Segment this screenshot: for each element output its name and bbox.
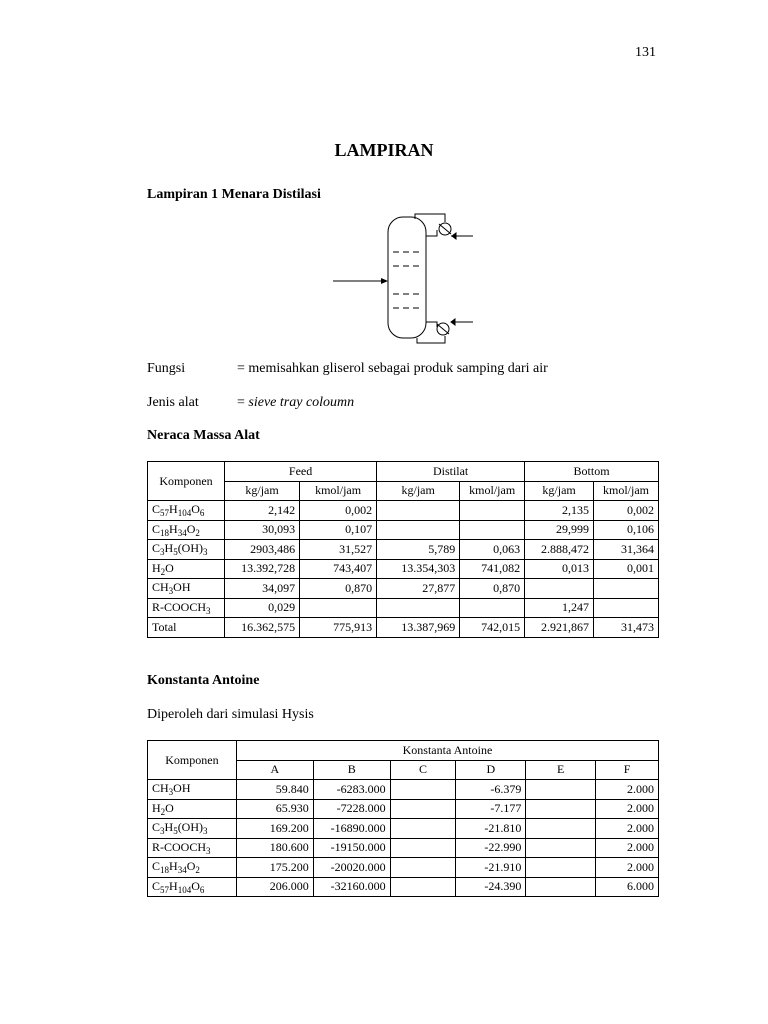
antoine-heading: Konstanta Antoine: [147, 673, 260, 688]
constant-header: A: [236, 760, 313, 780]
component-header: Komponen: [148, 741, 237, 780]
value-cell: [460, 520, 525, 540]
formula-subscript: 18: [160, 527, 170, 538]
formula-subscript: 2: [195, 865, 200, 876]
constant-header: B: [313, 760, 390, 780]
value-cell: [460, 501, 525, 521]
formula-subscript: 2: [160, 806, 166, 817]
value-cell: [594, 598, 659, 618]
group-header-feed: Feed: [225, 462, 377, 482]
value-cell: 2.921,867: [525, 618, 594, 638]
value-cell: [390, 838, 456, 858]
value-cell: 0,029: [225, 598, 300, 618]
formula-part: CH: [152, 781, 169, 796]
formula-part: H: [169, 878, 178, 893]
value-cell: 0,002: [594, 501, 659, 521]
table-row: [148, 838, 659, 858]
value-cell: 0,013: [525, 559, 594, 579]
formula-part: H: [152, 800, 161, 815]
reboiler-return-line: [426, 322, 437, 327]
formula-subscript: 57: [160, 884, 170, 895]
formula-subscript: 3: [160, 826, 165, 837]
value-cell: [594, 579, 659, 599]
value-cell: 5,789: [377, 540, 460, 560]
value-cell: [390, 819, 456, 839]
feed-arrow-icon: [381, 278, 388, 284]
formula-part: H: [164, 820, 174, 835]
formula-subscript: 3: [206, 605, 211, 616]
formula-subscript: 3: [206, 845, 211, 856]
formula-part: OH: [173, 580, 191, 595]
formula-part: (OH): [177, 820, 204, 835]
value-cell: [526, 858, 596, 878]
formula-subscript: 2: [195, 527, 200, 538]
formula-subscript: 18: [160, 865, 170, 876]
value-cell: -7.177: [456, 799, 526, 819]
formula-subscript: 3: [203, 826, 208, 837]
table-row: [148, 579, 659, 599]
value-cell: 0,870: [460, 579, 525, 599]
component-name: [148, 579, 225, 599]
formula-subscript: 5: [173, 826, 178, 837]
constant-header: C: [390, 760, 456, 780]
constant-header: F: [596, 760, 659, 780]
value-cell: 13.387,969: [377, 618, 460, 638]
mass-balance-table: [147, 461, 659, 638]
formula-part: C: [152, 521, 161, 536]
formula-part: O: [165, 800, 174, 815]
value-cell: 2.000: [596, 858, 659, 878]
fungsi-value: = memisahkan gliserol sebagai produk samping dari air: [237, 361, 548, 376]
value-cell: [390, 877, 456, 897]
value-cell: [525, 579, 594, 599]
formula-part: O: [191, 878, 200, 893]
unit-header: kg/jam: [525, 481, 594, 501]
reflux-line: [426, 230, 437, 236]
unit-header: kg/jam: [225, 481, 300, 501]
table-row: [148, 618, 659, 638]
distillation-column-diagram: [325, 210, 485, 345]
reboiler-icon: [437, 319, 455, 335]
value-cell: -24.390: [456, 877, 526, 897]
value-cell: 742,015: [460, 618, 525, 638]
value-cell: 2.000: [596, 799, 659, 819]
value-cell: 65.930: [236, 799, 313, 819]
component-name: [148, 618, 225, 638]
value-cell: [460, 598, 525, 618]
column-shell: [388, 217, 426, 338]
component-name: [148, 858, 237, 878]
jenis-alat-prefix: =: [237, 395, 249, 410]
bottoms-loop-line: [417, 336, 445, 343]
value-cell: 0,063: [460, 540, 525, 560]
formula-subscript: 104: [177, 508, 192, 519]
value-cell: [390, 858, 456, 878]
mass-balance-heading: Neraca Massa Alat: [147, 428, 260, 443]
formula-part: C: [152, 541, 161, 556]
table-row: [148, 799, 659, 819]
formula-part: O: [186, 859, 196, 874]
formula-part: C: [152, 859, 161, 874]
table-row: [148, 598, 659, 618]
value-cell: [526, 838, 596, 858]
component-name: [148, 598, 225, 618]
formula-part: O: [165, 560, 174, 575]
jenis-alat-value: sieve tray coloumn: [248, 395, 355, 410]
value-cell: 16.362,575: [225, 618, 300, 638]
value-cell: 0,870: [300, 579, 377, 599]
value-cell: -16890.000: [313, 819, 390, 839]
value-cell: 31,473: [594, 618, 659, 638]
unit-header: kg/jam: [377, 481, 460, 501]
formula-part: C: [152, 820, 161, 835]
table-row: [148, 877, 659, 897]
value-cell: 743,407: [300, 559, 377, 579]
value-cell: -6.379: [456, 780, 526, 800]
formula-subscript: 6: [199, 884, 205, 895]
formula-part: H: [169, 502, 178, 517]
value-cell: -21.910: [456, 858, 526, 878]
value-cell: 0,106: [594, 520, 659, 540]
formula-subscript: 5: [173, 547, 178, 558]
value-cell: 2903,486: [225, 540, 300, 560]
formula-part: R-COOCH: [152, 839, 207, 854]
value-cell: [526, 819, 596, 839]
value-cell: [377, 520, 460, 540]
table-row: [148, 559, 659, 579]
value-cell: 6.000: [596, 877, 659, 897]
value-cell: 30,093: [225, 520, 300, 540]
table-row: [148, 819, 659, 839]
value-cell: 2.888,472: [525, 540, 594, 560]
formula-subscript: 34: [177, 527, 187, 538]
value-cell: [390, 780, 456, 800]
formula-part: C: [152, 878, 161, 893]
component-name: [148, 520, 225, 540]
formula-subscript: 57: [160, 508, 170, 519]
formula-part: CH: [152, 580, 169, 595]
constant-header: D: [456, 760, 526, 780]
value-cell: 741,082: [460, 559, 525, 579]
formula-subscript: 3: [168, 787, 174, 798]
group-header-distilat: Distilat: [377, 462, 525, 482]
formula-part: C: [152, 502, 161, 517]
value-cell: -22.990: [456, 838, 526, 858]
value-cell: 175.200: [236, 858, 313, 878]
group-header-bottom: Bottom: [525, 462, 659, 482]
page-number: 131: [635, 45, 656, 60]
formula-subscript: 104: [177, 884, 192, 895]
component-name: [148, 819, 237, 839]
value-cell: 2.000: [596, 819, 659, 839]
table-row: [148, 780, 659, 800]
table-row: [148, 501, 659, 521]
jenis-alat-label: Jenis alat: [147, 395, 199, 410]
antoine-group-header: Konstanta Antoine: [236, 741, 658, 761]
value-cell: [526, 780, 596, 800]
formula-part: H: [152, 560, 161, 575]
formula-part: O: [191, 502, 200, 517]
component-name: [148, 838, 237, 858]
formula-part: Total: [152, 619, 177, 634]
value-cell: 0,002: [300, 501, 377, 521]
table-row: [148, 520, 659, 540]
condenser-icon: [439, 223, 456, 239]
value-cell: -32160.000: [313, 877, 390, 897]
unit-header: kmol/jam: [594, 481, 659, 501]
formula-part: H: [169, 859, 178, 874]
formula-part: R-COOCH: [152, 599, 207, 614]
value-cell: [526, 799, 596, 819]
appendix-heading: Lampiran 1 Menara Distilasi: [147, 187, 321, 202]
formula-subscript: 3: [160, 547, 165, 558]
value-cell: 59.840: [236, 780, 313, 800]
component-name: [148, 559, 225, 579]
value-cell: 2,135: [525, 501, 594, 521]
value-cell: [526, 877, 596, 897]
value-cell: 1,247: [525, 598, 594, 618]
value-cell: -19150.000: [313, 838, 390, 858]
page-title: LAMPIRAN: [334, 140, 434, 160]
value-cell: -7228.000: [313, 799, 390, 819]
component-name: [148, 780, 237, 800]
value-cell: 775,913: [300, 618, 377, 638]
formula-subscript: 34: [177, 865, 187, 876]
antoine-subtext: Diperoleh dari simulasi Hysis: [147, 707, 314, 722]
component-header: Komponen: [148, 462, 225, 501]
component-name: [148, 501, 225, 521]
formula-part: O: [186, 521, 196, 536]
value-cell: 180.600: [236, 838, 313, 858]
fungsi-line: [147, 361, 548, 377]
value-cell: 2,142: [225, 501, 300, 521]
jenis-alat-line: [147, 395, 354, 411]
value-cell: 0,107: [300, 520, 377, 540]
formula-part: H: [164, 541, 174, 556]
value-cell: 13.354,303: [377, 559, 460, 579]
unit-header: kmol/jam: [460, 481, 525, 501]
formula-part: (OH): [177, 541, 204, 556]
value-cell: 31,527: [300, 540, 377, 560]
overhead-vapor-line: [415, 214, 445, 222]
value-cell: -6283.000: [313, 780, 390, 800]
value-cell: -20020.000: [313, 858, 390, 878]
value-cell: 2.000: [596, 780, 659, 800]
value-cell: 13.392,728: [225, 559, 300, 579]
antoine-table: [147, 740, 659, 897]
value-cell: [377, 598, 460, 618]
value-cell: 2.000: [596, 838, 659, 858]
component-name: [148, 540, 225, 560]
formula-subscript: 2: [160, 566, 166, 577]
formula-subscript: 3: [168, 586, 174, 597]
table-row: [148, 858, 659, 878]
fungsi-label: Fungsi: [147, 361, 186, 376]
value-cell: [300, 598, 377, 618]
value-cell: -21.810: [456, 819, 526, 839]
value-cell: [390, 799, 456, 819]
component-name: [148, 877, 237, 897]
value-cell: 169.200: [236, 819, 313, 839]
value-cell: 27,877: [377, 579, 460, 599]
formula-part: OH: [173, 781, 191, 796]
formula-subscript: 6: [199, 508, 205, 519]
component-name: [148, 799, 237, 819]
value-cell: 34,097: [225, 579, 300, 599]
value-cell: 0,001: [594, 559, 659, 579]
value-cell: [377, 501, 460, 521]
formula-subscript: 3: [203, 547, 208, 558]
value-cell: 31,364: [594, 540, 659, 560]
value-cell: 206.000: [236, 877, 313, 897]
constant-header: E: [526, 760, 596, 780]
formula-part: H: [169, 521, 178, 536]
unit-header: kmol/jam: [300, 481, 377, 501]
table-row: [148, 540, 659, 560]
value-cell: 29,999: [525, 520, 594, 540]
